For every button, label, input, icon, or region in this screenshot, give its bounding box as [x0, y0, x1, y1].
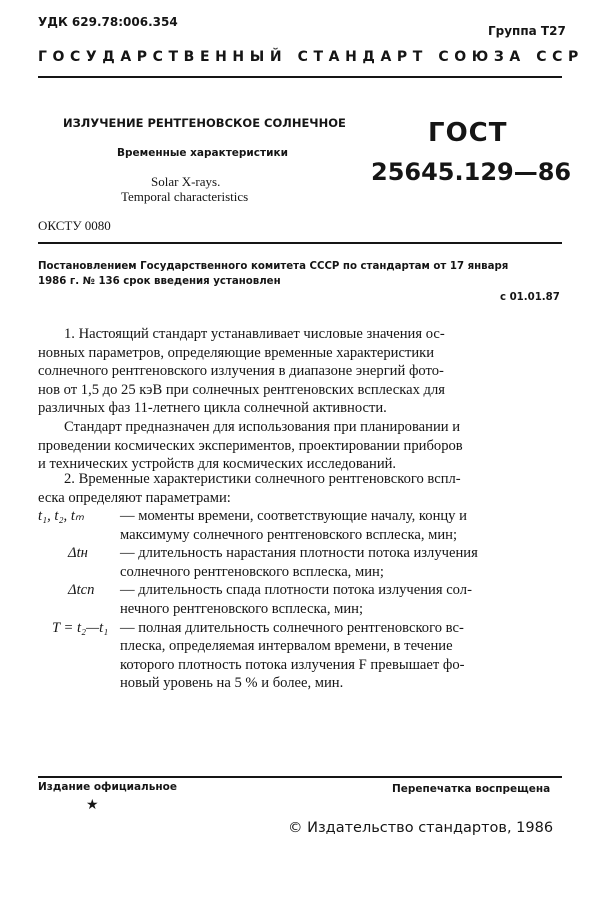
title-rule: [38, 242, 562, 244]
definition-text: — длительность нарастания плотности потока излучения: [120, 545, 478, 562]
group-code: Группа Т27: [488, 24, 566, 38]
official-edition: Издание официальное: [38, 781, 177, 793]
definition-text: — длительность спада плотности потока излучения сол-: [120, 582, 472, 599]
definitions-list: [38, 507, 560, 693]
definition-text: новый уровень на 5 % и более, мин.: [120, 675, 344, 692]
effective-date: с 01.01.87: [500, 292, 560, 303]
gost-number: 25645.129—86: [371, 158, 572, 186]
text-line: солнечного рентгеновского излучения в диапазоне энергий фото-: [38, 363, 444, 380]
definition-symbol: Δtсп: [68, 582, 95, 599]
title-en-sub: Temporal characteristics: [121, 189, 249, 204]
state-standard-heading: ГОСУДАРСТВЕННЫЙ СТАНДАРТ СОЮЗА ССР: [38, 49, 584, 65]
okstu-code: ОКСТУ 0080: [38, 218, 111, 233]
text-line: Стандарт предназначен для использования при планировании и: [64, 419, 461, 435]
text-line: 2. Временные характеристики солнечного рентгеновского вспл-: [64, 471, 461, 487]
paragraph-1: [38, 325, 560, 418]
header-rule: [38, 76, 562, 78]
text-line: новных параметров, определяющие временные характеристики: [38, 344, 435, 361]
definition-text: нечного рентгеновского всплеска, мин;: [120, 600, 364, 617]
definition-text: которого плотность потока излучения F превышает фо-: [120, 656, 465, 673]
text-line: еска определяют параметрами:: [38, 489, 231, 506]
text-line: нов от 1,5 до 25 кэВ при солнечных рентгеновских всплесках для: [38, 381, 445, 398]
text-line: 1. Настоящий стандарт устанавливает числовые значения ос-: [64, 326, 445, 342]
definition-text: — моменты времени, соответствующие началу, концу и: [120, 508, 467, 524]
definition-symbol: t₁, t₂, tₘ: [38, 508, 84, 524]
copyright: © Издательство стандартов, 1986: [288, 820, 554, 836]
text-line: проведении космических экспериментов, проектировании приборов: [38, 437, 463, 454]
udc-code: УДК 629.78:006.354: [38, 15, 178, 29]
resolution-line-1: Постановлением Государственного комитета СССР по стандартам от 17 января: [38, 261, 509, 272]
paragraph-3: [38, 470, 560, 507]
title-ru-main: ИЗЛУЧЕНИЕ РЕНТГЕНОВСКОЕ СОЛНЕЧНОЕ: [63, 116, 346, 130]
paragraph-2: [38, 418, 560, 474]
definition-text: максимуму солнечного рентгеновского всплеска, мин;: [120, 526, 458, 543]
definition-text: — полная длительность солнечного рентгеновского вс-: [120, 619, 464, 636]
definition-delta-t-decay: [38, 581, 560, 618]
title-en-main: Solar X-rays.: [151, 174, 221, 189]
star-icon: ★: [86, 797, 99, 813]
definition-text: плеска, определяемая интервалом времени, в течение: [120, 638, 453, 655]
definition-delta-t-rise: [38, 544, 560, 581]
definition-total-duration: [38, 619, 560, 693]
footer-rule: [38, 776, 562, 778]
text-line: и технических устройств для космических исследований.: [38, 456, 397, 473]
definition-symbol: T = t₂—t₁: [52, 619, 109, 636]
title-ru-sub: Временные характеристики: [117, 147, 288, 159]
gost-label: ГОСТ: [428, 118, 508, 148]
reprint-notice: Перепечатка воспрещена: [392, 783, 551, 795]
definition-t1-t2-tm: [38, 507, 560, 544]
resolution-line-2: 1986 г. № 136 срок введения установлен: [38, 276, 281, 287]
definition-symbol: Δtн: [68, 545, 88, 562]
text-line: различных фаз 11-летнего цикла солнечной активности.: [38, 400, 387, 417]
definition-text: солнечного рентгеновского всплеска, мин;: [120, 563, 384, 580]
